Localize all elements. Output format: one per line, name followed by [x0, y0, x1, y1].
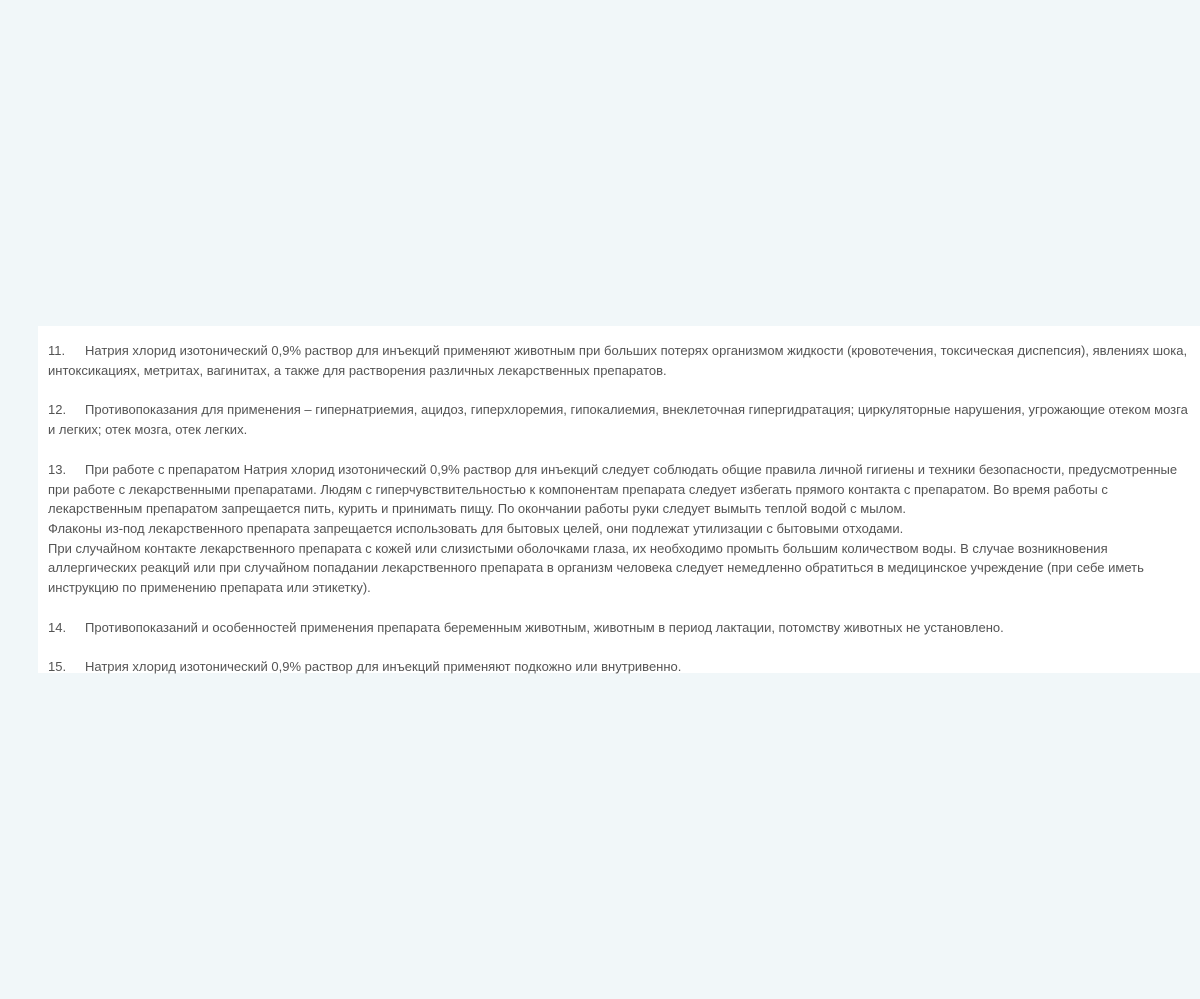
- item-text: Противопоказания для применения – гипернатриемия, ацидоз, гиперхлоремия, гипокалиемия, внеклеточная гипергидратация; циркуляторные нарушения, угрожающие отеком мозга и легких; отек мозга, отек легких.: [48, 402, 1188, 438]
- list-item-15: [48, 657, 1190, 677]
- list-item-14: [48, 618, 1190, 638]
- item-text: Натрия хлорид изотонический 0,9% раствор для инъекций применяют животным при больших потерях организмом жидкости (кровотечения, токсическая диспепсия), явлениях шока, интоксикациях, метритах, вагинитах, а также для растворения различных лекарственных препаратов.: [48, 343, 1188, 378]
- list-item-12: [48, 400, 1190, 439]
- item-number: 12.: [48, 402, 67, 418]
- list-item-11: [48, 341, 1190, 380]
- instruction-content-panel: [38, 326, 1200, 673]
- item-text: Противопоказаний и особенностей применения препарата беременным животным, животным в период лактации, потомству животных не установлено.: [85, 619, 1004, 635]
- item-text: При работе с препаратом Натрия хлорид изотонический 0,9% раствор для инъекций следует соблюдать общие правила личной гигиены и техники безопасности, предусмотренные при работе с лекарственными препаратами. Людям с гиперчувствительностью к компонентам препарата следует избегать прямого контакта с препаратом. Во время работы с лекарственным препаратом запрещается пить, курить и принимать пищу. По окончании работы руки следует вымыть теплой водой с мылом.: [48, 461, 1178, 517]
- item-number: 13.: [48, 461, 67, 477]
- item-number: 14.: [48, 619, 67, 635]
- item-number: 11.: [48, 343, 66, 358]
- item-text: Натрия хлорид изотонический 0,9% раствор для инъекций применяют подкожно или внутривенно.: [85, 659, 682, 675]
- item-number: 15.: [48, 659, 67, 675]
- item-paragraph: При случайном контакте лекарственного препарата с кожей или слизистыми оболочками глаза, их необходимо промыть большим количеством воды. В случае возникновения аллергических реакций или при случайном попадании лекарственного препарата в организм человека следует немедленно обратиться в медицинское учреждение (при себе иметь инструкцию по применению препарата или этикетку).: [48, 540, 1144, 596]
- item-paragraph: Флаконы из-под лекарственного препарата запрещается использовать для бытовых целей, они подлежат утилизации с бытовыми отходами.: [48, 520, 904, 536]
- list-item-13: [48, 460, 1190, 598]
